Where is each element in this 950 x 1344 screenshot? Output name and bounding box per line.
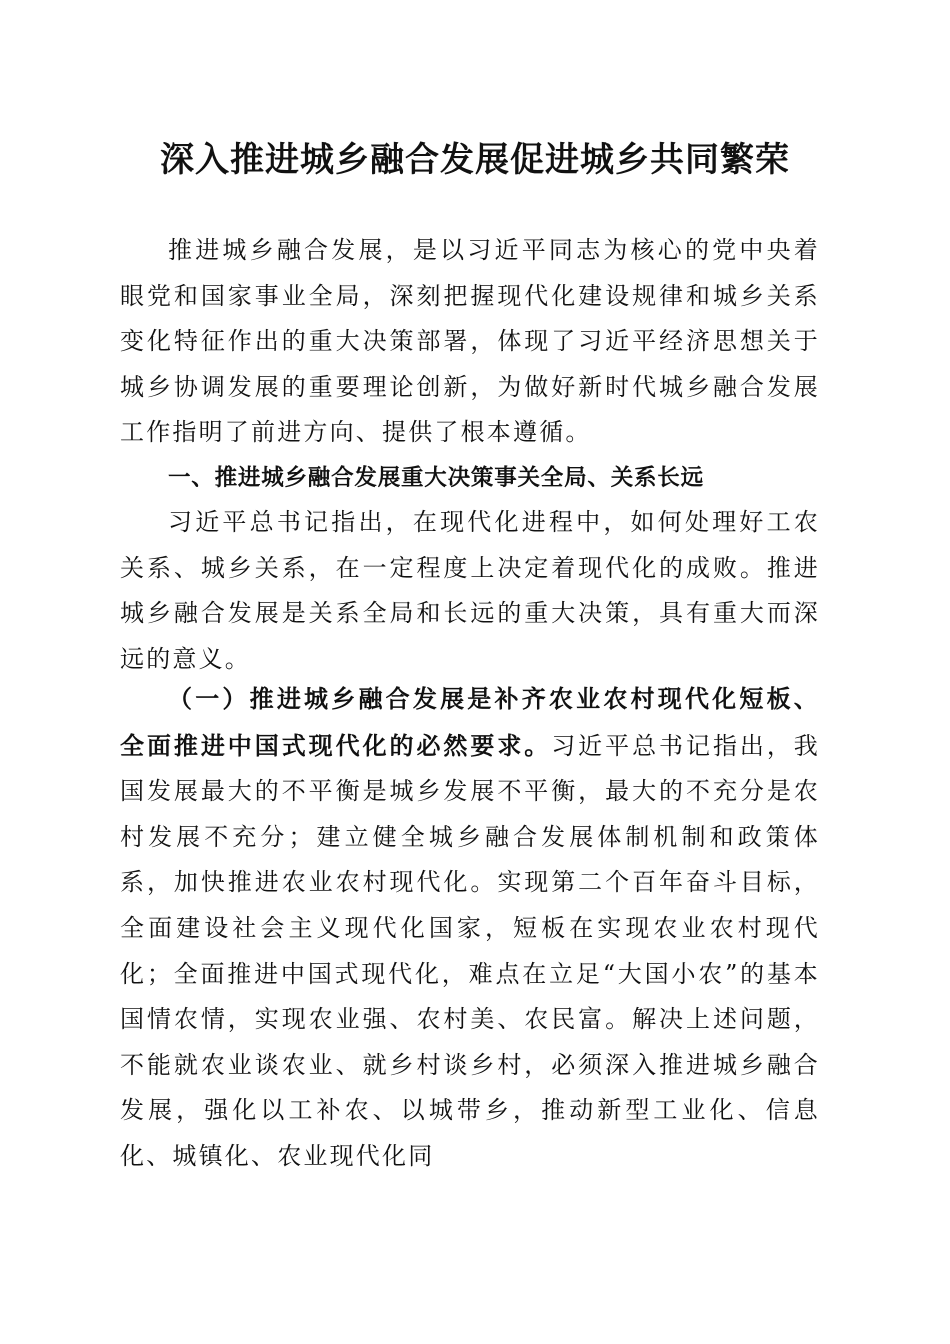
document-title: 深入推进城乡融合发展促进城乡共同繁荣 — [160, 140, 790, 180]
section-1-paragraph — [120, 500, 820, 682]
intro-text: 推进城乡融合发展，是以习近平同志为核心的党中央着眼党和国家事业全局，深刻把握现代化建设规律和城乡关系变化特征作出的重大决策部署，体现了习近平经济思想关于城乡协调发展的重要理论创新，为做好新时代城乡融合发展工作指明了前进方向、提供了根本遵循。 — [120, 236, 820, 447]
subsection-1-body: 习近平总书记指出，我国发展最大的不平衡是城乡发展不平衡，最大的不充分是农村发展不充分；建立健全城乡融合发展体制机制和政策体系，加快推进农业农村现代化。实现第二个百年奋斗目标，全面建设社会主义现代化国家，短板在实现农业农村现代化；全面推进中国式现代化，难点在立足“大国小农”的基本国情农情，实现农业强、农村美、农民富。解决上述问题，不能就农业谈农业、就乡村谈乡村，必须深入推进城乡融合发展，强化以工补农、以城带乡，推动新型工业化、信息化、城镇化、农业现代化同 — [120, 731, 821, 1170]
section-1-text: 习近平总书记指出，在现代化进程中，如何处理好工农关系、城乡关系，在一定程度上决定着现代化的成败。推进城乡融合发展是关系全局和长远的重大决策，具有重大而深远的意义。 — [120, 508, 820, 673]
subsection-1-text — [120, 676, 820, 1180]
intro-paragraph — [120, 228, 820, 456]
subsection-1-paragraph — [120, 676, 820, 1180]
section-heading-1: 一、推进城乡融合发展重大决策事关全局、关系长远 — [168, 465, 704, 491]
subsection-1-lead: （一）推进城乡融合发展是补齐农业农村现代化短板、全面推进中国式现代化的必然要求。 — [120, 684, 820, 760]
